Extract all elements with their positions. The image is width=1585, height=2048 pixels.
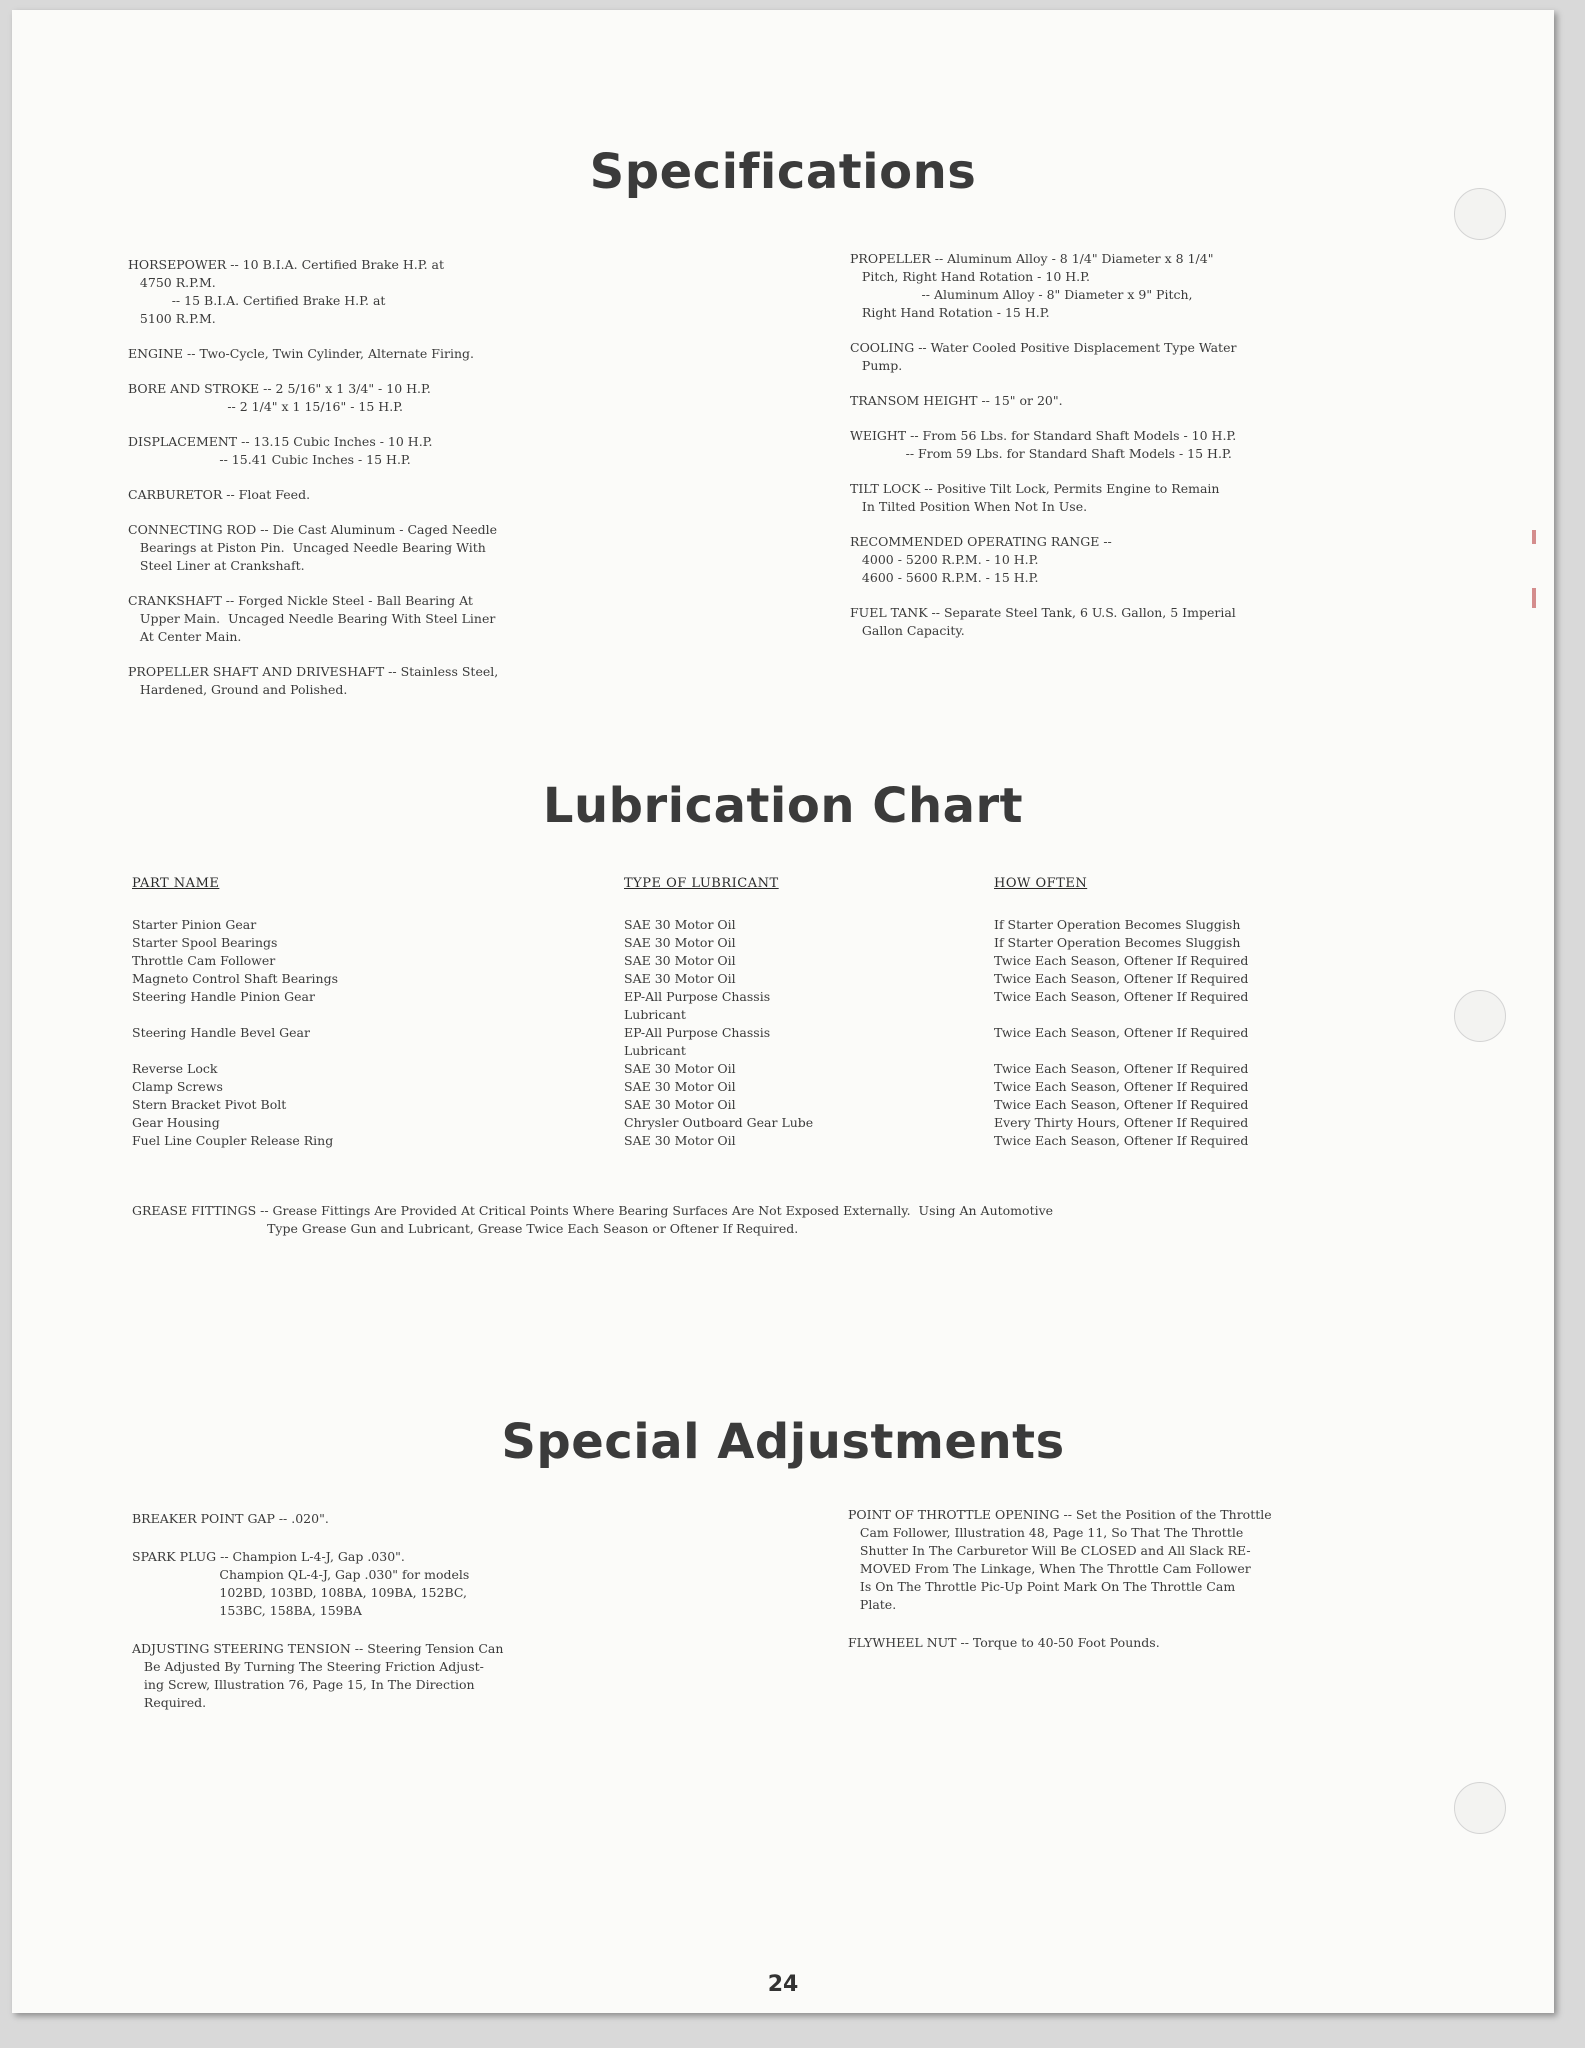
lube-cell: Magneto Control Shaft Bearings — [132, 971, 339, 986]
lube-cell: Gear Housing — [132, 1115, 220, 1130]
spec-entry — [128, 592, 648, 646]
lube-cell: SAE 30 Motor Oil — [624, 1097, 736, 1112]
spec-line: PROPELLER SHAFT AND DRIVESHAFT -- Stainless Steel, — [128, 664, 499, 679]
spec-line: HORSEPOWER -- 10 B.I.A. Certified Brake H.P. at — [128, 257, 445, 272]
spec-line: Champion QL-4-J, Gap .030" for models — [132, 1567, 470, 1582]
spec-entry — [850, 427, 1410, 463]
spec-line: Steel Liner at Crankshaft. — [128, 558, 305, 573]
special-adjustments-heading: Special Adjustments — [501, 1414, 1065, 1470]
spec-line: TILT LOCK -- Positive Tilt Lock, Permits Engine to Remain — [850, 481, 1220, 496]
spec-line: COOLING -- Water Cooled Positive Displacement Type Water — [850, 340, 1237, 355]
spec-line: In Tilted Position When Not In Use. — [850, 499, 1088, 514]
spec-line: Hardened, Ground and Polished. — [128, 682, 348, 697]
spec-line: CONNECTING ROD -- Die Cast Aluminum - Caged Needle — [128, 522, 498, 537]
spec-line: ADJUSTING STEERING TENSION -- Steering Tension Can — [132, 1641, 504, 1656]
spec-entry — [132, 1510, 652, 1528]
binder-hole-middle — [1454, 990, 1506, 1042]
lube-cell: SAE 30 Motor Oil — [624, 1079, 736, 1094]
grease-line: Type Grease Gun and Lubricant, Grease Twice Each Season or Oftener If Required. — [132, 1221, 799, 1236]
lube-cell: If Starter Operation Becomes Sluggish — [994, 935, 1241, 950]
spec-line: 5100 R.P.M. — [128, 311, 216, 326]
spec-entry — [132, 1640, 652, 1712]
lube-cell: Steering Handle Pinion Gear — [132, 989, 315, 1004]
spec-line: CRANKSHAFT -- Forged Nickle Steel - Ball Bearing At — [128, 593, 473, 608]
lube-cell: Every Thirty Hours, Oftener If Required — [994, 1115, 1249, 1130]
spec-line: ENGINE -- Two-Cycle, Twin Cylinder, Alternate Firing. — [128, 346, 474, 361]
spec-line: -- 15 B.I.A. Certified Brake H.P. at — [128, 293, 386, 308]
spec-entry — [850, 339, 1410, 375]
lubrication-chart-heading: Lubrication Chart — [542, 778, 1024, 834]
lube-cell: SAE 30 Motor Oil — [624, 1133, 736, 1148]
lube-cell: Twice Each Season, Oftener If Required — [994, 1133, 1249, 1148]
spec-entry — [850, 480, 1410, 516]
spec-entry — [128, 380, 648, 416]
spec-line: SPARK PLUG -- Champion L-4-J, Gap .030". — [132, 1549, 405, 1564]
spec-entry — [850, 250, 1410, 322]
lube-cell — [994, 1042, 1374, 1060]
lube-header-type-of-lubricant: TYPE OF LUBRICANT — [624, 876, 779, 891]
specifications-left-column — [128, 256, 648, 716]
spec-line: WEIGHT -- From 56 Lbs. for Standard Shaft Models - 10 H.P. — [850, 428, 1237, 443]
lube-cell: Twice Each Season, Oftener If Required — [994, 1025, 1249, 1040]
spec-line: -- 2 1/4" x 1 15/16" - 15 H.P. — [128, 399, 404, 414]
lube-cell — [132, 1042, 532, 1060]
lube-cell: Stern Bracket Pivot Bolt — [132, 1097, 287, 1112]
lube-header-part-name: PART NAME — [132, 876, 220, 891]
lube-cell — [132, 1006, 532, 1024]
page-number: 24 — [767, 1972, 799, 1997]
spec-line: MOVED From The Linkage, When The Throttle Cam Follower — [848, 1561, 1251, 1576]
margin-mark — [1532, 530, 1536, 544]
grease-fittings-note — [132, 1202, 1452, 1238]
spec-entry — [848, 1634, 1428, 1652]
spec-line: BREAKER POINT GAP -- .020". — [132, 1511, 329, 1526]
lube-cell: Starter Spool Bearings — [132, 935, 278, 950]
lube-cell: EP-All Purpose Chassis — [624, 1025, 771, 1040]
spec-line: 153BC, 158BA, 159BA — [132, 1603, 362, 1618]
lube-cell: Clamp Screws — [132, 1079, 223, 1094]
binder-hole-bottom — [1454, 1782, 1506, 1834]
spec-entry — [128, 345, 648, 363]
lube-cell: Twice Each Season, Oftener If Required — [994, 1079, 1249, 1094]
spec-line: Bearings at Piston Pin. Uncaged Needle Bearing With — [128, 540, 486, 555]
spec-line: POINT OF THROTTLE OPENING -- Set the Position of the Throttle — [848, 1507, 1272, 1522]
spec-line: ing Screw, Illustration 76, Page 15, In The Direction — [132, 1677, 475, 1692]
lube-cell: Twice Each Season, Oftener If Required — [994, 1097, 1249, 1112]
spec-entry — [850, 392, 1410, 410]
specifications-right-column — [850, 250, 1410, 657]
lube-cell: SAE 30 Motor Oil — [624, 1061, 736, 1076]
adjustments-right-column — [848, 1506, 1428, 1672]
lube-types — [624, 916, 964, 1150]
lube-cell: SAE 30 Motor Oil — [624, 953, 736, 968]
spec-line: CARBURETOR -- Float Feed. — [128, 487, 311, 502]
spec-line: Right Hand Rotation - 15 H.P. — [850, 305, 1050, 320]
lube-cell: SAE 30 Motor Oil — [624, 935, 736, 950]
lube-cell: Fuel Line Coupler Release Ring — [132, 1133, 334, 1148]
lube-cell: Reverse Lock — [132, 1061, 218, 1076]
lube-cell: Lubricant — [624, 1007, 686, 1022]
spec-entry — [132, 1548, 652, 1620]
spec-line: Plate. — [848, 1597, 897, 1612]
lube-cell: Throttle Cam Follower — [132, 953, 276, 968]
spec-line: -- Aluminum Alloy - 8" Diameter x 9" Pitch, — [850, 287, 1193, 302]
spec-line: BORE AND STROKE -- 2 5/16" x 1 3/4" - 10 H.P. — [128, 381, 431, 396]
lube-cell — [994, 1006, 1374, 1024]
spec-line: Gallon Capacity. — [850, 623, 965, 638]
lube-cell: Steering Handle Bevel Gear — [132, 1025, 310, 1040]
adjustments-left-column — [132, 1510, 652, 1732]
lube-cell: Twice Each Season, Oftener If Required — [994, 953, 1249, 968]
spec-line: 4600 - 5600 R.P.M. - 15 H.P. — [850, 570, 1039, 585]
lube-header-how-often: HOW OFTEN — [994, 876, 1088, 891]
spec-entry — [128, 663, 648, 699]
spec-line: Upper Main. Uncaged Needle Bearing With Steel Liner — [128, 611, 496, 626]
spec-line: Cam Follower, Illustration 48, Page 11, So That The Throttle — [848, 1525, 1244, 1540]
lube-cell: Twice Each Season, Oftener If Required — [994, 971, 1249, 986]
lube-cell: SAE 30 Motor Oil — [624, 971, 736, 986]
spec-line: -- 15.41 Cubic Inches - 15 H.P. — [128, 452, 411, 467]
lube-cell: Lubricant — [624, 1043, 686, 1058]
spec-line: DISPLACEMENT -- 13.15 Cubic Inches - 10 H.P. — [128, 434, 433, 449]
spec-entry — [850, 604, 1410, 640]
spec-line: Is On The Throttle Pic-Up Point Mark On The Throttle Cam — [848, 1579, 1236, 1594]
spec-line: TRANSOM HEIGHT -- 15" or 20". — [850, 393, 1063, 408]
spec-line: Required. — [132, 1695, 207, 1710]
lube-part-names — [132, 916, 532, 1150]
spec-entry — [850, 533, 1410, 587]
spec-entry — [128, 521, 648, 575]
spec-line: 4750 R.P.M. — [128, 275, 216, 290]
spec-entry — [848, 1506, 1428, 1614]
specifications-heading: Specifications — [589, 144, 977, 200]
lube-cell: Chrysler Outboard Gear Lube — [624, 1115, 814, 1130]
spec-entry — [128, 486, 648, 504]
lube-how-often — [994, 916, 1374, 1150]
lube-cell: If Starter Operation Becomes Sluggish — [994, 917, 1241, 932]
spec-line: At Center Main. — [128, 629, 242, 644]
spec-line: Shutter In The Carburetor Will Be CLOSED and All Slack RE- — [848, 1543, 1251, 1558]
spec-entry — [128, 256, 648, 328]
spec-line: Pitch, Right Hand Rotation - 10 H.P. — [850, 269, 1090, 284]
lube-cell: EP-All Purpose Chassis — [624, 989, 771, 1004]
spec-entry — [128, 433, 648, 469]
margin-mark — [1532, 588, 1536, 608]
spec-line: -- From 59 Lbs. for Standard Shaft Models - 15 H.P. — [850, 446, 1232, 461]
spec-line: 4000 - 5200 R.P.M. - 10 H.P. — [850, 552, 1039, 567]
spec-line: FLYWHEEL NUT -- Torque to 40-50 Foot Pounds. — [848, 1635, 1160, 1650]
spec-line: PROPELLER -- Aluminum Alloy - 8 1/4" Diameter x 8 1/4" — [850, 251, 1214, 266]
spec-line: Pump. — [850, 358, 903, 373]
lube-cell: Twice Each Season, Oftener If Required — [994, 989, 1249, 1004]
spec-line: RECOMMENDED OPERATING RANGE -- — [850, 534, 1112, 549]
lube-cell: SAE 30 Motor Oil — [624, 917, 736, 932]
spec-line: Be Adjusted By Turning The Steering Friction Adjust- — [132, 1659, 484, 1674]
lube-cell: Starter Pinion Gear — [132, 917, 257, 932]
lube-cell: Twice Each Season, Oftener If Required — [994, 1061, 1249, 1076]
manual-page — [12, 10, 1554, 2013]
grease-line: GREASE FITTINGS -- Grease Fittings Are Provided At Critical Points Where Bearing Surfaces Are Not Exposed Externally. Using An Automotive — [132, 1203, 1054, 1218]
spec-line: FUEL TANK -- Separate Steel Tank, 6 U.S. Gallon, 5 Imperial — [850, 605, 1236, 620]
spec-line: 102BD, 103BD, 108BA, 109BA, 152BC, — [132, 1585, 467, 1600]
